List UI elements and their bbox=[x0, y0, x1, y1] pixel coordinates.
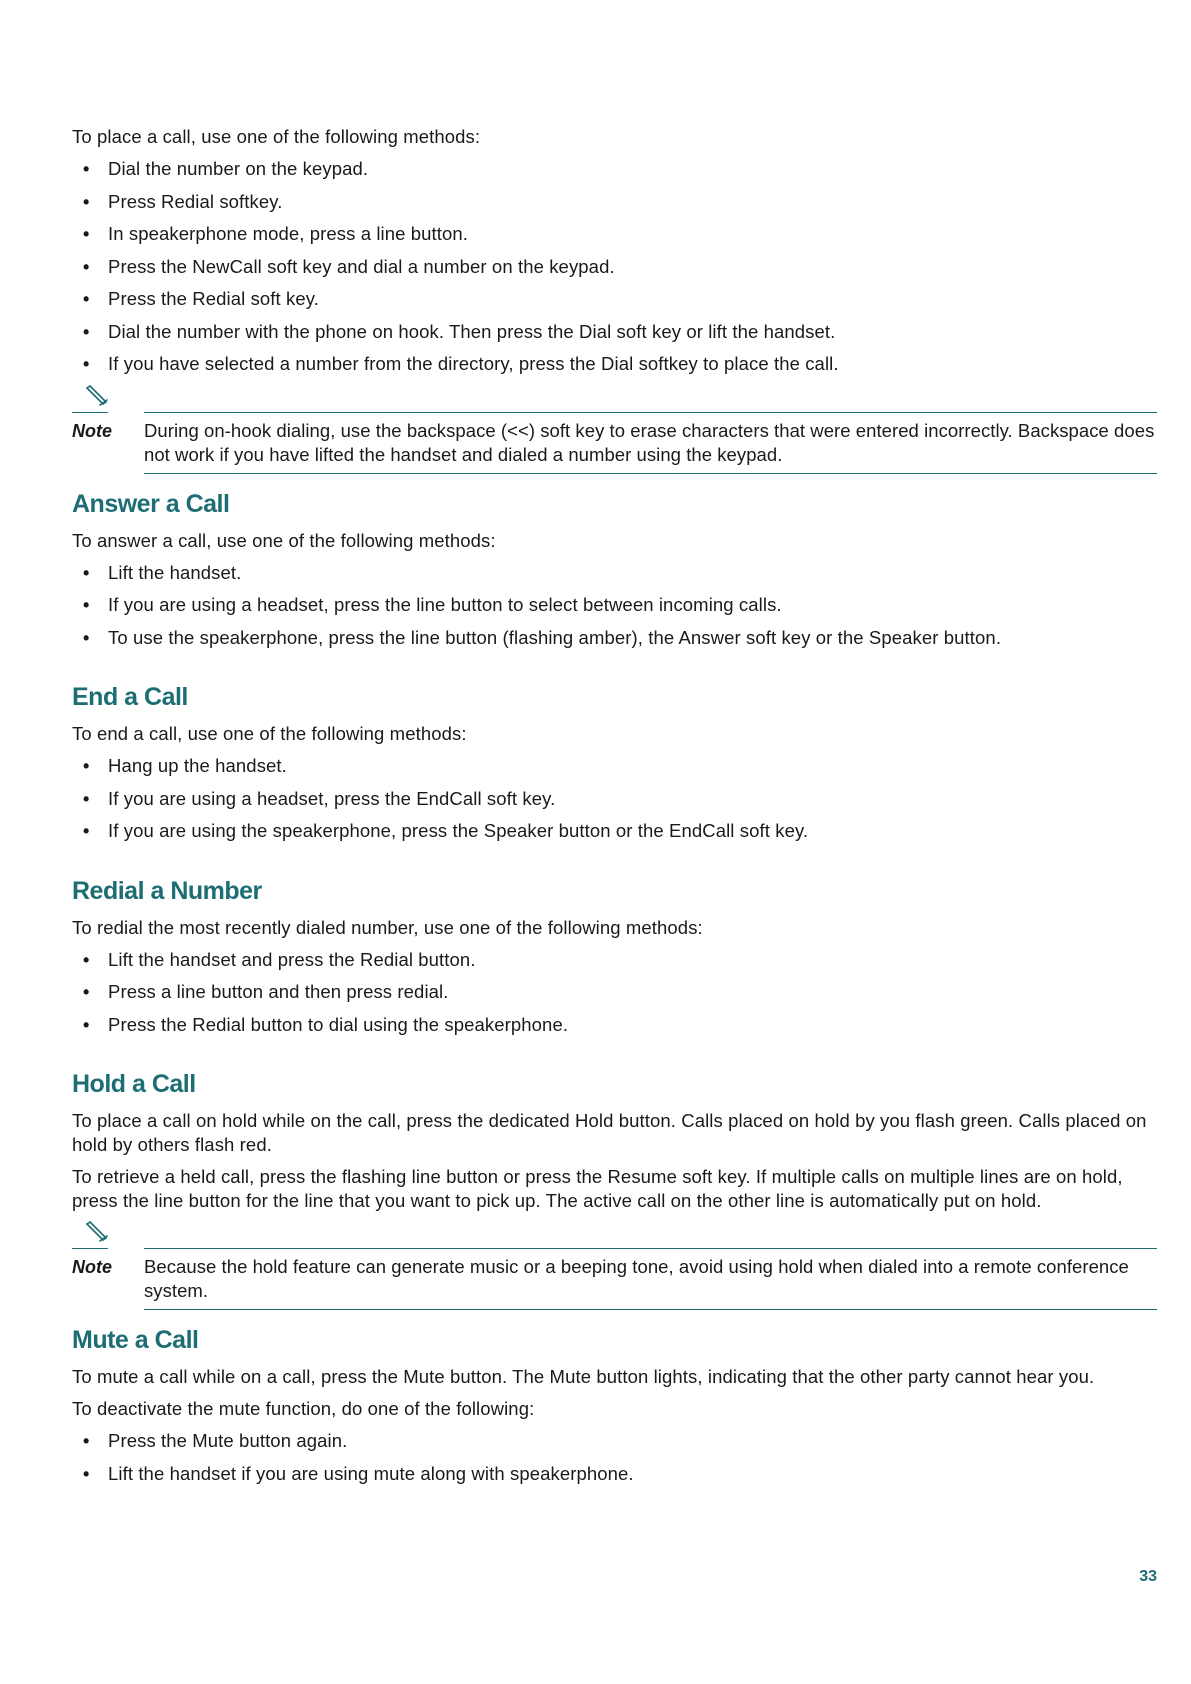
list-item: • If you are using a headset, press the line button to select between incoming calls. bbox=[83, 594, 782, 615]
bullet-icon: • bbox=[83, 627, 90, 648]
list-item: • Lift the handset and press the Redial button. bbox=[83, 948, 476, 970]
bullet-icon: • bbox=[83, 224, 90, 244]
bullet-icon: • bbox=[83, 1431, 90, 1451]
bullet-icon: • bbox=[83, 595, 90, 615]
list-item: • Press the Mute button again. bbox=[83, 1430, 348, 1451]
list-item: • Press a line button and then press redial. bbox=[83, 981, 449, 1002]
list-item: • Lift the handset if you are using mute along with speakerphone. bbox=[83, 1462, 634, 1484]
hold-paragraph-2: To retrieve a held call, press the flashing line button or press the Resume soft key. If multiple calls on multiple lines are on hold, press the line button for the line that you want to pick up. The active call on the other line is automatically put on hold. bbox=[72, 1166, 1123, 1211]
list-item: • Press the Redial soft key. bbox=[83, 288, 319, 309]
end-lead: To end a call, use one of the following methods: bbox=[72, 723, 467, 744]
bullet-icon: • bbox=[83, 1014, 90, 1035]
note-rule bbox=[144, 412, 1157, 413]
section-heading-end: End a Call bbox=[72, 683, 188, 711]
bullet-icon: • bbox=[83, 821, 90, 841]
list-item: • Press the NewCall soft key and dial a number on the keypad. bbox=[83, 255, 615, 277]
bullet-icon: • bbox=[83, 982, 90, 1002]
note-box bbox=[72, 385, 1157, 465]
bullet-icon: • bbox=[83, 354, 90, 374]
bullet-icon: • bbox=[83, 788, 90, 809]
bullet-icon: • bbox=[83, 159, 90, 179]
section-heading-answer: Answer a Call bbox=[72, 489, 230, 518]
mute-paragraph-1: To mute a call while on a call, press the Mute button. The Mute button lights, indicating that the other party cannot hear you. bbox=[72, 1366, 1095, 1387]
section-heading-hold: Hold a Call bbox=[72, 1070, 196, 1098]
bullet-icon: • bbox=[83, 756, 90, 776]
note-label: Note bbox=[72, 1257, 112, 1277]
bullet-icon: • bbox=[83, 289, 90, 309]
bullet-icon: • bbox=[83, 562, 90, 583]
page-content bbox=[72, 125, 1157, 1494]
list-item: • If you are using a headset, press the EndCall soft key. bbox=[83, 787, 556, 809]
list-item: • Hang up the handset. bbox=[83, 755, 287, 776]
list-item: • If you are using the speakerphone, press the Speaker button or the EndCall soft key. bbox=[83, 820, 809, 841]
note-label: Note bbox=[72, 420, 112, 441]
pencil-icon bbox=[84, 1221, 108, 1245]
note-text: Because the hold feature can generate music or a beeping tone, avoid using hold when dialed into a remote conference system. bbox=[144, 1255, 1157, 1310]
end-list bbox=[72, 754, 1157, 843]
list-item: • Dial the number on the keypad. bbox=[83, 158, 369, 179]
note-icon-underline bbox=[72, 1248, 108, 1249]
note-text: During on-hook dialing, use the backspace (<<) soft key to erase characters that were entered incorrectly. Backspace does not work if you have lifted the handset and dialed a number using the keypad. bbox=[144, 419, 1157, 474]
bullet-icon: • bbox=[83, 321, 90, 342]
page-number: 33 bbox=[1139, 1568, 1157, 1585]
hold-paragraph-1: To place a call on hold while on the call, press the dedicated Hold button. Calls placed on hold by you flash green. Calls placed on hold by others flash red. bbox=[72, 1110, 1147, 1155]
note-icon-underline bbox=[72, 412, 108, 413]
section-heading-mute: Mute a Call bbox=[72, 1326, 199, 1354]
mute-list bbox=[72, 1429, 1157, 1486]
bullet-icon: • bbox=[83, 191, 90, 212]
intro-list bbox=[72, 157, 1157, 376]
list-item: • Lift the handset. bbox=[83, 561, 242, 583]
answer-lead: To answer a call, use one of the following methods: bbox=[72, 529, 496, 551]
answer-list bbox=[72, 561, 1157, 650]
redial-lead: To redial the most recently dialed number, use one of the following methods: bbox=[72, 916, 703, 938]
list-item: • If you have selected a number from the directory, press the Dial softkey to place the call. bbox=[83, 353, 839, 374]
note-rule bbox=[144, 1248, 1157, 1249]
note-box bbox=[72, 1221, 1157, 1301]
section-heading-redial: Redial a Number bbox=[72, 876, 262, 905]
bullet-icon: • bbox=[83, 949, 90, 970]
list-item: • Dial the number with the phone on hook. Then press the Dial soft key or lift the handset. bbox=[83, 320, 836, 342]
bullet-icon: • bbox=[83, 1463, 90, 1484]
pencil-icon bbox=[84, 385, 108, 409]
redial-list bbox=[72, 948, 1157, 1037]
intro-lead: To place a call, use one of the following methods: bbox=[72, 126, 481, 147]
list-item: • Press Redial softkey. bbox=[83, 190, 283, 212]
bullet-icon: • bbox=[83, 256, 90, 277]
list-item: • To use the speakerphone, press the line button (flashing amber), the Answer soft key or the Speaker button. bbox=[83, 626, 1002, 648]
mute-paragraph-2: To deactivate the mute function, do one of the following: bbox=[72, 1398, 535, 1419]
list-item: • In speakerphone mode, press a line button. bbox=[83, 223, 469, 244]
list-item: • Press the Redial button to dial using the speakerphone. bbox=[83, 1013, 569, 1035]
